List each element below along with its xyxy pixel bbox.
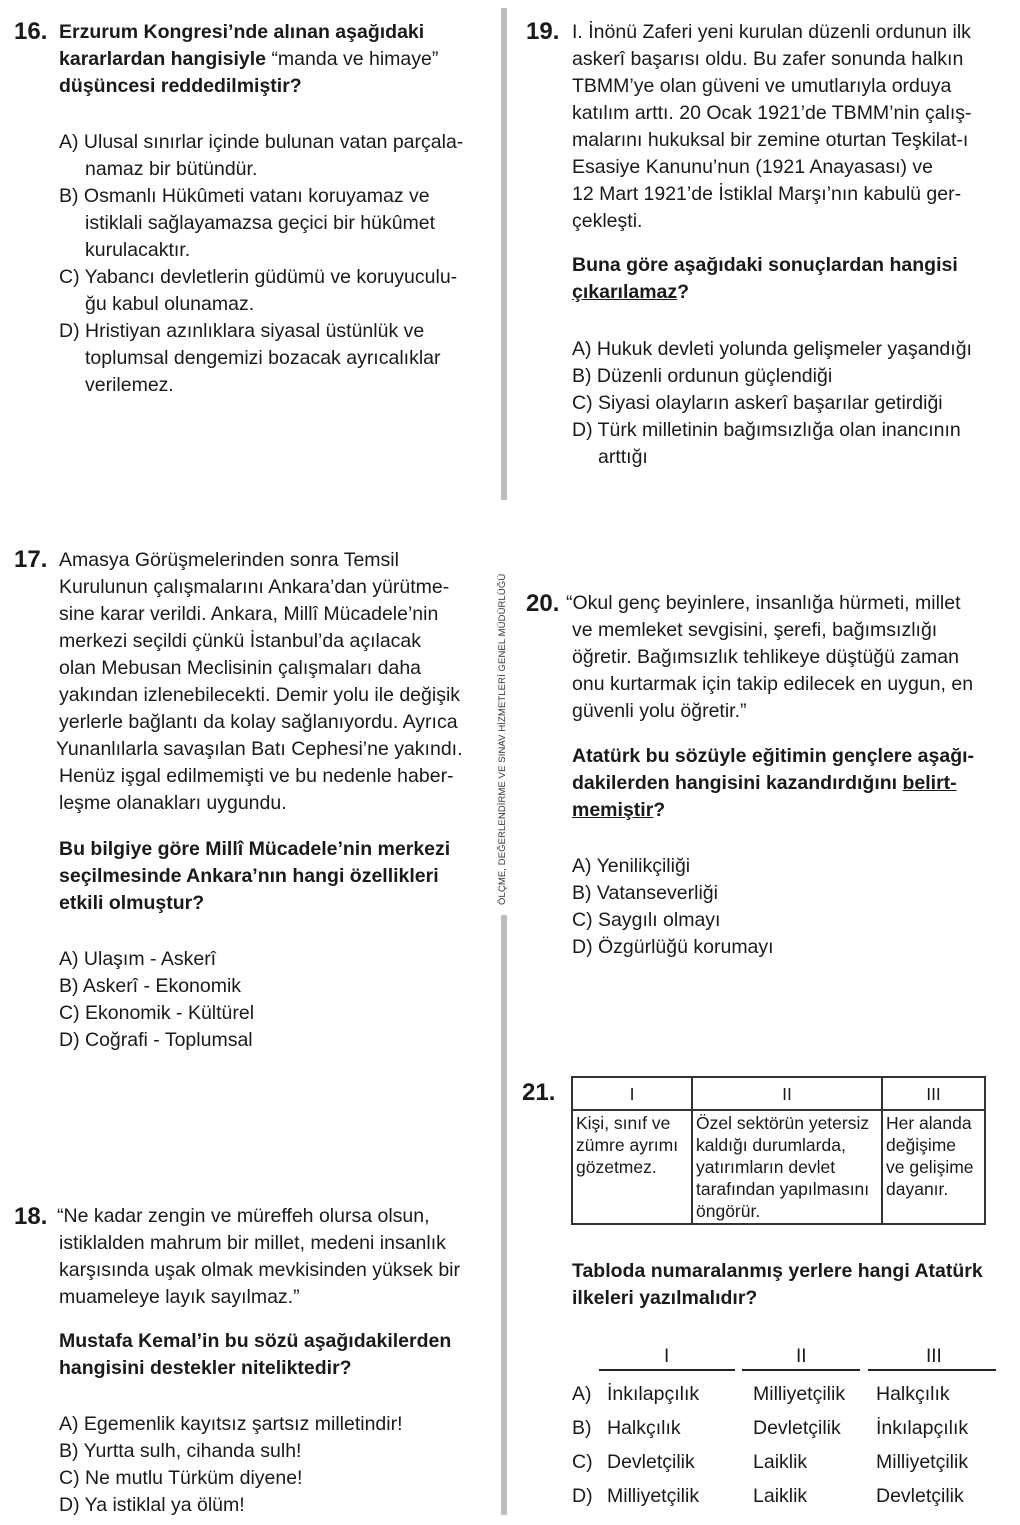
text-line: Henüz işgal edilmemişti ve bu nedenle haber- bbox=[59, 765, 454, 787]
prompt-line: ilkeleri yazılmalıdır? bbox=[572, 1287, 758, 1309]
option-d-cont: verilemez. bbox=[85, 374, 174, 396]
prompt-line: etkili olmuştur? bbox=[59, 892, 205, 914]
prompt-negation: memiştir bbox=[572, 799, 654, 821]
answer-col-rule-2 bbox=[742, 1369, 860, 1371]
option-cell: Halkçılık bbox=[876, 1383, 950, 1405]
option-cell: Milliyetçilik bbox=[753, 1383, 846, 1405]
option-cell: Devletçilik bbox=[607, 1451, 695, 1473]
text-line: Yunanlılarla savaşılan Batı Cephesi’ne yakındı. bbox=[56, 738, 463, 760]
prompt-line: hangisini destekler niteliktedir? bbox=[59, 1357, 352, 1379]
option-cell: İnkılapçılık bbox=[607, 1383, 700, 1405]
prompt-negation: belirt- bbox=[902, 772, 957, 794]
text-line: askerî başarısı oldu. Bu zafer sonunda halkın bbox=[572, 48, 964, 70]
prompt-negation: çıkarılamaz bbox=[572, 281, 678, 303]
prompt-line: seçilmesinde Ankara’nın hangi özellikleri bbox=[59, 865, 439, 887]
text-line: yakından izlenebilecekti. Demir yolu ile değişik bbox=[59, 684, 461, 706]
option-cell: Devletçilik bbox=[753, 1417, 841, 1439]
text-line: muameleye layık sayılmaz.” bbox=[59, 1286, 300, 1308]
option-letter: A) bbox=[572, 1383, 592, 1405]
option-a[interactable]: A) Yenilikçiliği bbox=[572, 855, 691, 877]
text-line: çekleşti. bbox=[572, 210, 643, 232]
option-cell: İnkılapçılık bbox=[876, 1417, 969, 1439]
prompt-mark: ? bbox=[653, 799, 666, 821]
question-stem-line: düşüncesi reddedilmiştir? bbox=[59, 75, 302, 97]
text-line: karşısında uşak olmak mevkisinden yüksek bir bbox=[59, 1259, 460, 1281]
text-line: güvenli yolu öğretir.” bbox=[572, 700, 747, 722]
question-number: 20. bbox=[526, 590, 560, 617]
answer-col-rule-1 bbox=[599, 1369, 735, 1371]
option-a[interactable]: A) Egemenlik kayıtsız şartsız milletindir! bbox=[59, 1413, 403, 1435]
option-c[interactable]: C) Ekonomik - Kültürel bbox=[59, 1002, 255, 1024]
prompt-line: Mustafa Kemal’in bu sözü aşağıdakilerden bbox=[59, 1330, 452, 1352]
table-header-3: III bbox=[882, 1077, 985, 1110]
option-c[interactable]: C) Siyasi olayların askerî başarılar getirdiği bbox=[572, 392, 943, 414]
option-d[interactable]: D) Türk milletinin bağımsızlığa olan inancının bbox=[572, 419, 961, 441]
text-line: katılım arttı. 20 Ocak 1921’de TBMM’nin çalış- bbox=[572, 102, 972, 124]
question-number: 21. bbox=[522, 1079, 556, 1106]
table-cell-1: Kişi, sınıf ve zümre ayrımı gözetmez. bbox=[572, 1110, 692, 1224]
option-d[interactable]: D) Hristiyan azınlıklara siyasal üstünlük ve bbox=[59, 320, 425, 342]
text-line: olan Mebusan Meclisinin çalışmaları daha bbox=[59, 657, 422, 679]
answer-col-header-2: II bbox=[796, 1346, 807, 1367]
option-b-cont: kurulacaktır. bbox=[85, 239, 191, 261]
option-b[interactable]: B) Vatanseverliği bbox=[572, 882, 718, 904]
option-c-cont: ğu kabul olunamaz. bbox=[85, 293, 255, 315]
column-divider-top bbox=[501, 8, 507, 500]
option-a-cont: namaz bir bütündür. bbox=[85, 158, 258, 180]
text-line: 12 Mart 1921’de İstiklal Marşı’nın kabulü ger- bbox=[572, 183, 962, 205]
table-cell-3: Her alanda değişime ve gelişime dayanır. bbox=[882, 1110, 985, 1224]
table-header-1: I bbox=[572, 1077, 692, 1110]
option-c[interactable]: C) Ne mutlu Türküm diyene! bbox=[59, 1467, 303, 1489]
text-line: “Okul genç beyinlere, insanlığa hürmeti, millet bbox=[566, 592, 961, 614]
text-line: TBMM’ye olan güveni ve umutlarıyla orduya bbox=[572, 75, 952, 97]
option-letter: B) bbox=[572, 1417, 592, 1439]
text-line: istiklalden mahrum bir millet, medeni insanlık bbox=[59, 1232, 446, 1254]
principles-table bbox=[571, 1076, 986, 1225]
question-stem-line: Erzurum Kongresi’nde alınan aşağıdaki bbox=[59, 21, 425, 43]
question-number: 16. bbox=[14, 18, 48, 45]
prompt-line: Atatürk bu sözüyle eğitimin gençlere aşağı- bbox=[572, 745, 975, 767]
option-a[interactable]: A) Ulusal sınırlar içinde bulunan vatan parçala- bbox=[59, 131, 464, 153]
column-divider-bottom bbox=[501, 915, 507, 1515]
option-letter: D) bbox=[572, 1485, 593, 1507]
answer-col-header-1: I bbox=[664, 1346, 670, 1367]
text-line: sine karar verildi. Ankara, Millî Mücadele’nin bbox=[59, 603, 439, 625]
option-b[interactable]: B) Yurtta sulh, cihanda sulh! bbox=[59, 1440, 302, 1462]
text-line: Esasiye Kanunu’nun (1921 Anayasası) ve bbox=[572, 156, 933, 178]
option-b[interactable]: B) Osmanlı Hükûmeti vatanı koruyamaz ve bbox=[59, 185, 430, 207]
option-cell: Devletçilik bbox=[876, 1485, 964, 1507]
option-letter: C) bbox=[572, 1451, 593, 1473]
prompt-line: dakilerden hangisini kazandırdığını bbox=[572, 772, 903, 794]
question-stem-line: kararlardan hangisiyle bbox=[59, 48, 272, 70]
answer-col-header-3: III bbox=[926, 1346, 942, 1367]
option-d[interactable]: D) Coğrafi - Toplumsal bbox=[59, 1029, 253, 1051]
option-cell: Laiklik bbox=[753, 1485, 808, 1507]
text-line: merkezi seçildi çünkü İstanbul’da açılacak bbox=[59, 630, 422, 652]
option-d-cont: arttığı bbox=[598, 446, 648, 468]
text-line: onu kurtarmak için takip edilecek en uygun, en bbox=[572, 673, 974, 695]
option-b[interactable]: B) Askerî - Ekonomik bbox=[59, 975, 242, 997]
option-cell: Halkçılık bbox=[607, 1417, 681, 1439]
text-line: “Ne kadar zengin ve müreffeh olursa olsun, bbox=[57, 1205, 430, 1227]
text-line: I. İnönü Zaferi yeni kurulan düzenli ordunun ilk bbox=[572, 21, 971, 43]
option-d[interactable]: D) Özgürlüğü korumayı bbox=[572, 936, 774, 958]
text-line: malarını hukuksal bir zemine oturtan Teşkilat-ı bbox=[572, 129, 969, 151]
option-a[interactable]: A) Hukuk devleti yolunda gelişmeler yaşandığı bbox=[572, 338, 972, 360]
text-line: öğretir. Bağımsızlık tehlikeye düştüğü zaman bbox=[572, 646, 959, 668]
option-d[interactable]: D) Ya istiklal ya ölüm! bbox=[59, 1494, 245, 1516]
text-line: Amasya Görüşmelerinden sonra Temsil bbox=[59, 549, 399, 571]
question-number: 19. bbox=[526, 18, 560, 45]
table-header-2: II bbox=[692, 1077, 882, 1110]
answer-col-rule-3 bbox=[868, 1369, 996, 1371]
option-d-cont: toplumsal dengemizi bozacak ayrıcalıklar bbox=[85, 347, 441, 369]
option-cell: Laiklik bbox=[753, 1451, 808, 1473]
prompt-line: Bu bilgiye göre Millî Mücadele’nin merkezi bbox=[59, 838, 451, 860]
text-line: Kurulunun çalışmalarını Ankara’dan yürütme- bbox=[59, 576, 450, 598]
text-line: ve memleket sevgisini, şerefi, bağımsızlığı bbox=[572, 619, 938, 641]
option-b-cont: istiklali sağlayamazsa geçici bir hükûmet bbox=[85, 212, 436, 234]
text-line: yerlerle bağlantı da kolay sağlanıyordu. Ayrıca bbox=[59, 711, 458, 733]
prompt-line: Tabloda numaralanmış yerlere hangi Atatürk bbox=[572, 1260, 983, 1282]
question-number: 18. bbox=[14, 1203, 48, 1230]
option-b[interactable]: B) Düzenli ordunun güçlendiği bbox=[572, 365, 833, 387]
question-stem-quote: “manda ve himaye” bbox=[271, 48, 439, 70]
table-cell-2: Özel sektörün yetersiz kaldığı durumlarda, yatırımların devlet tarafından yapılmasını öngörür. bbox=[692, 1110, 882, 1224]
option-a[interactable]: A) Ulaşım - Askerî bbox=[59, 948, 217, 970]
prompt-line: Buna göre aşağıdaki sonuçlardan hangisi bbox=[572, 254, 958, 276]
option-c[interactable]: C) Yabancı devletlerin güdümü ve koruyuculu- bbox=[59, 266, 458, 288]
option-cell: Milliyetçilik bbox=[607, 1485, 700, 1507]
option-c[interactable]: C) Saygılı olmayı bbox=[572, 909, 721, 931]
text-line: leşme olanakları uygundu. bbox=[59, 792, 287, 814]
option-cell: Milliyetçilik bbox=[876, 1451, 969, 1473]
prompt-mark: ? bbox=[677, 281, 690, 303]
question-number: 17. bbox=[14, 546, 48, 573]
publisher-vertical-label: ÖLÇME, DEĞERLENDİRME VE SINAV HİZMETLERİ GENEL MÜDÜRLÜĞÜ bbox=[497, 573, 508, 905]
